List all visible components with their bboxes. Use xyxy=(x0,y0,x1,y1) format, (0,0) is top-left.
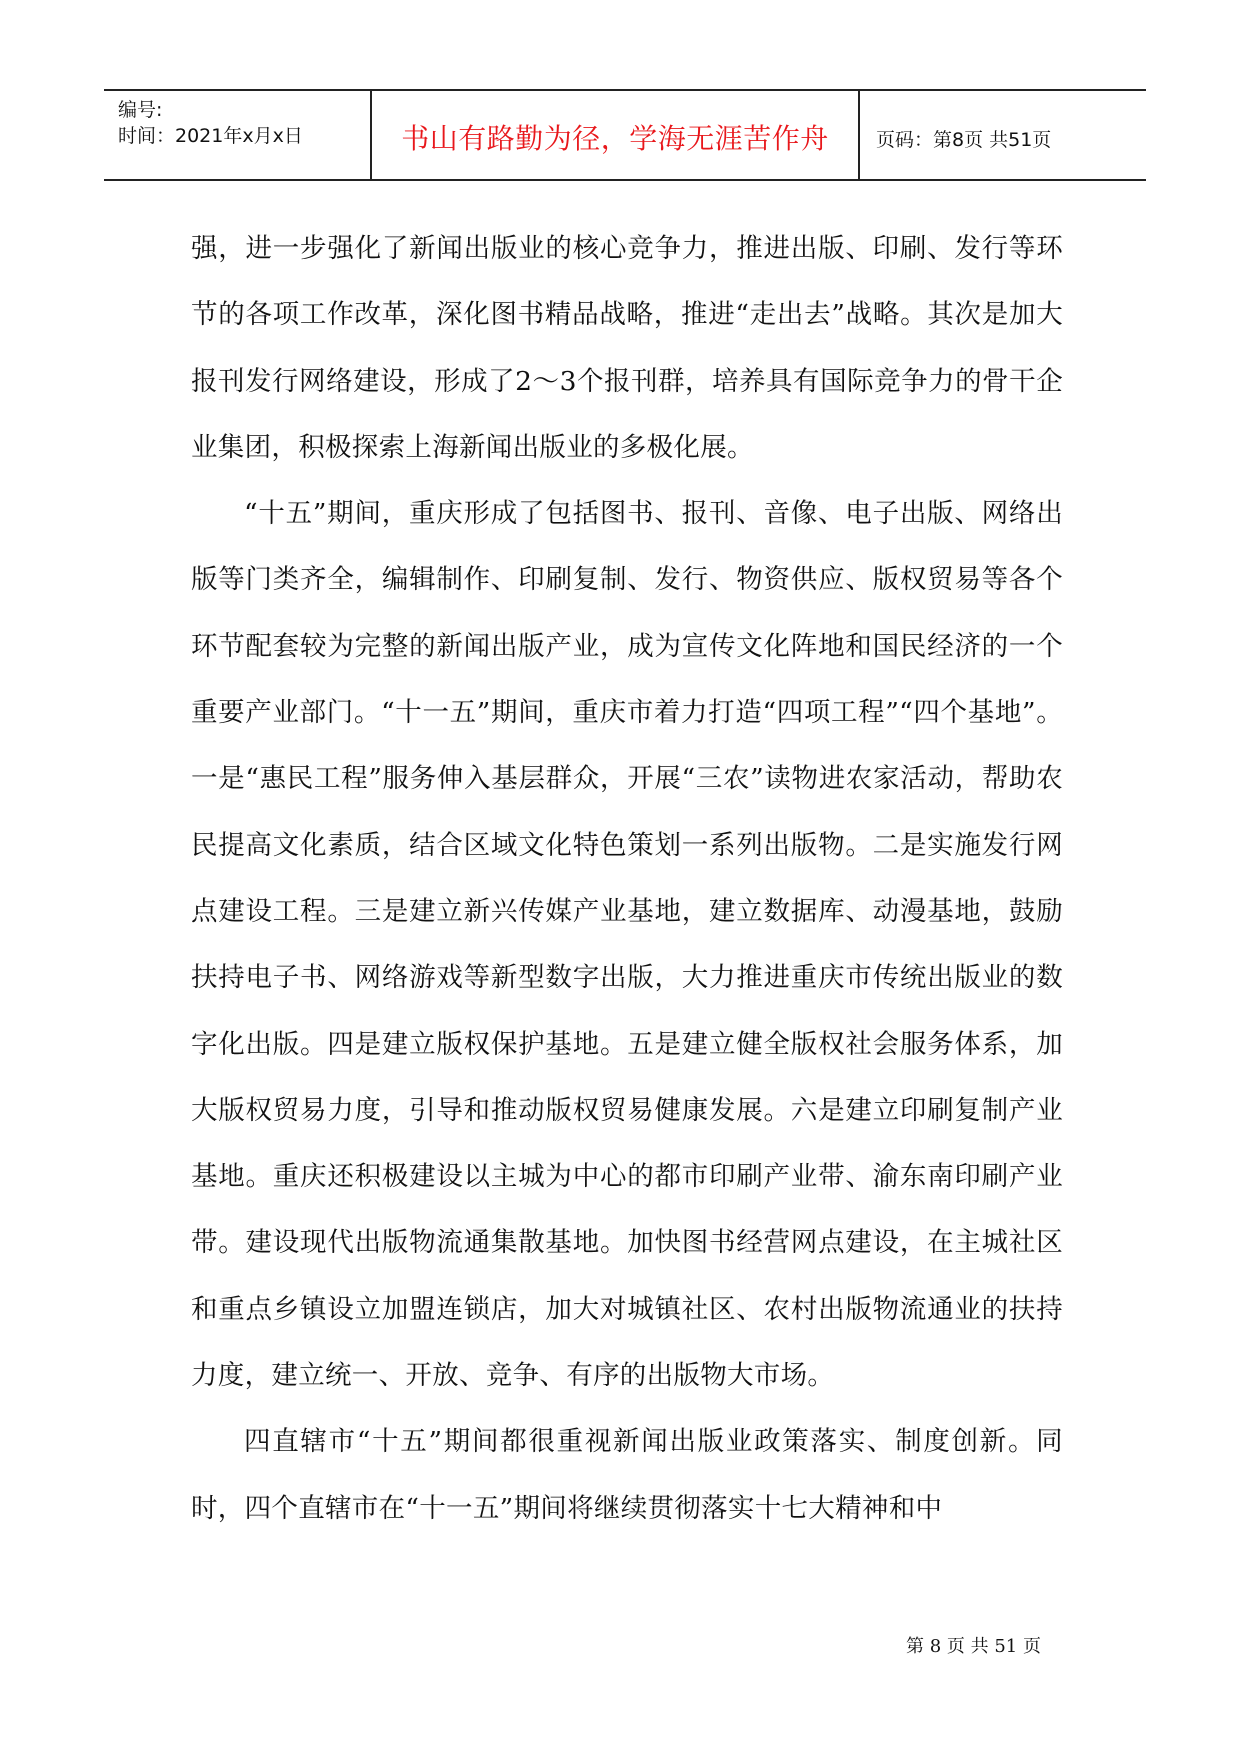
paragraph-3: 四直辖市“十五”期间都很重视新闻出版业政策落实、制度创新。同时，四个直辖市在“十一五”期间将继续贯彻落实十七大精神和中 xyxy=(191,1426,1063,1524)
paragraph-1: 强，进一步强化了新闻出版业的核心竞争力，推进出版、印刷、发行等环节的各项工作改革，深化图书精品战略，推进“走出去”战略。其次是加大报刊发行网络建设，形成了2～3个报刊群，培养具有国际竞争力的骨干企业集团，积极探索上海新闻出版业的多极化展。 xyxy=(191,233,1063,463)
document-body xyxy=(191,216,1063,1542)
header-page-info: 页码：第8页 共51页 xyxy=(876,129,1052,151)
page-header xyxy=(104,89,1146,181)
document-date: 时间：2021年x月x日 xyxy=(118,125,303,147)
header-meta-cell xyxy=(104,91,370,179)
page-footer: 第 8 页 共 51 页 xyxy=(906,1636,1041,1657)
document-number-label: 编号: xyxy=(118,99,163,121)
paragraph-2: “十五”期间，重庆形成了包括图书、报刊、音像、电子出版、网络出版等门类齐全，编辑制作、印刷复制、发行、物资供应、版权贸易等各个环节配套较为完整的新闻出版产业，成为宣传文化阵地和国民经济的一个重要产业部门。“十一五”期间，重庆市着力打造“四项工程”“四个基地”。一是“惠民工程”服务伸入基层群众，开展“三农”读物进农家活动，帮助农民提高文化素质，结合区域文化特色策划一系列出版物。二是实施发行网点建设工程。三是建立新兴传媒产业基地，建立数据库、动漫基地，鼓励扶持电子书、网络游戏等新型数字出版，大力推进重庆市传统出版业的数字化出版。四是建立版权保护基地。五是建立健全版权社会服务体系，加大版权贸易力度，引导和推动版权贸易健康发展。六是建立印刷复制产业基地。重庆还积极建设以主城为中心的都市印刷产业带、渝东南印刷产业带。建设现代出版物流通集散基地。加快图书经营网点建设，在主城社区和重点乡镇设立加盟连锁店，加大对城镇社区、农村出版物流通业的扶持力度，建立统一、开放、竞争、有序的出版物大市场。 xyxy=(191,498,1063,1392)
header-page-cell xyxy=(860,91,1146,179)
header-motto-cell xyxy=(370,91,860,179)
header-motto: 书山有路勤为径，学海无涯苦作舟 xyxy=(401,122,829,155)
